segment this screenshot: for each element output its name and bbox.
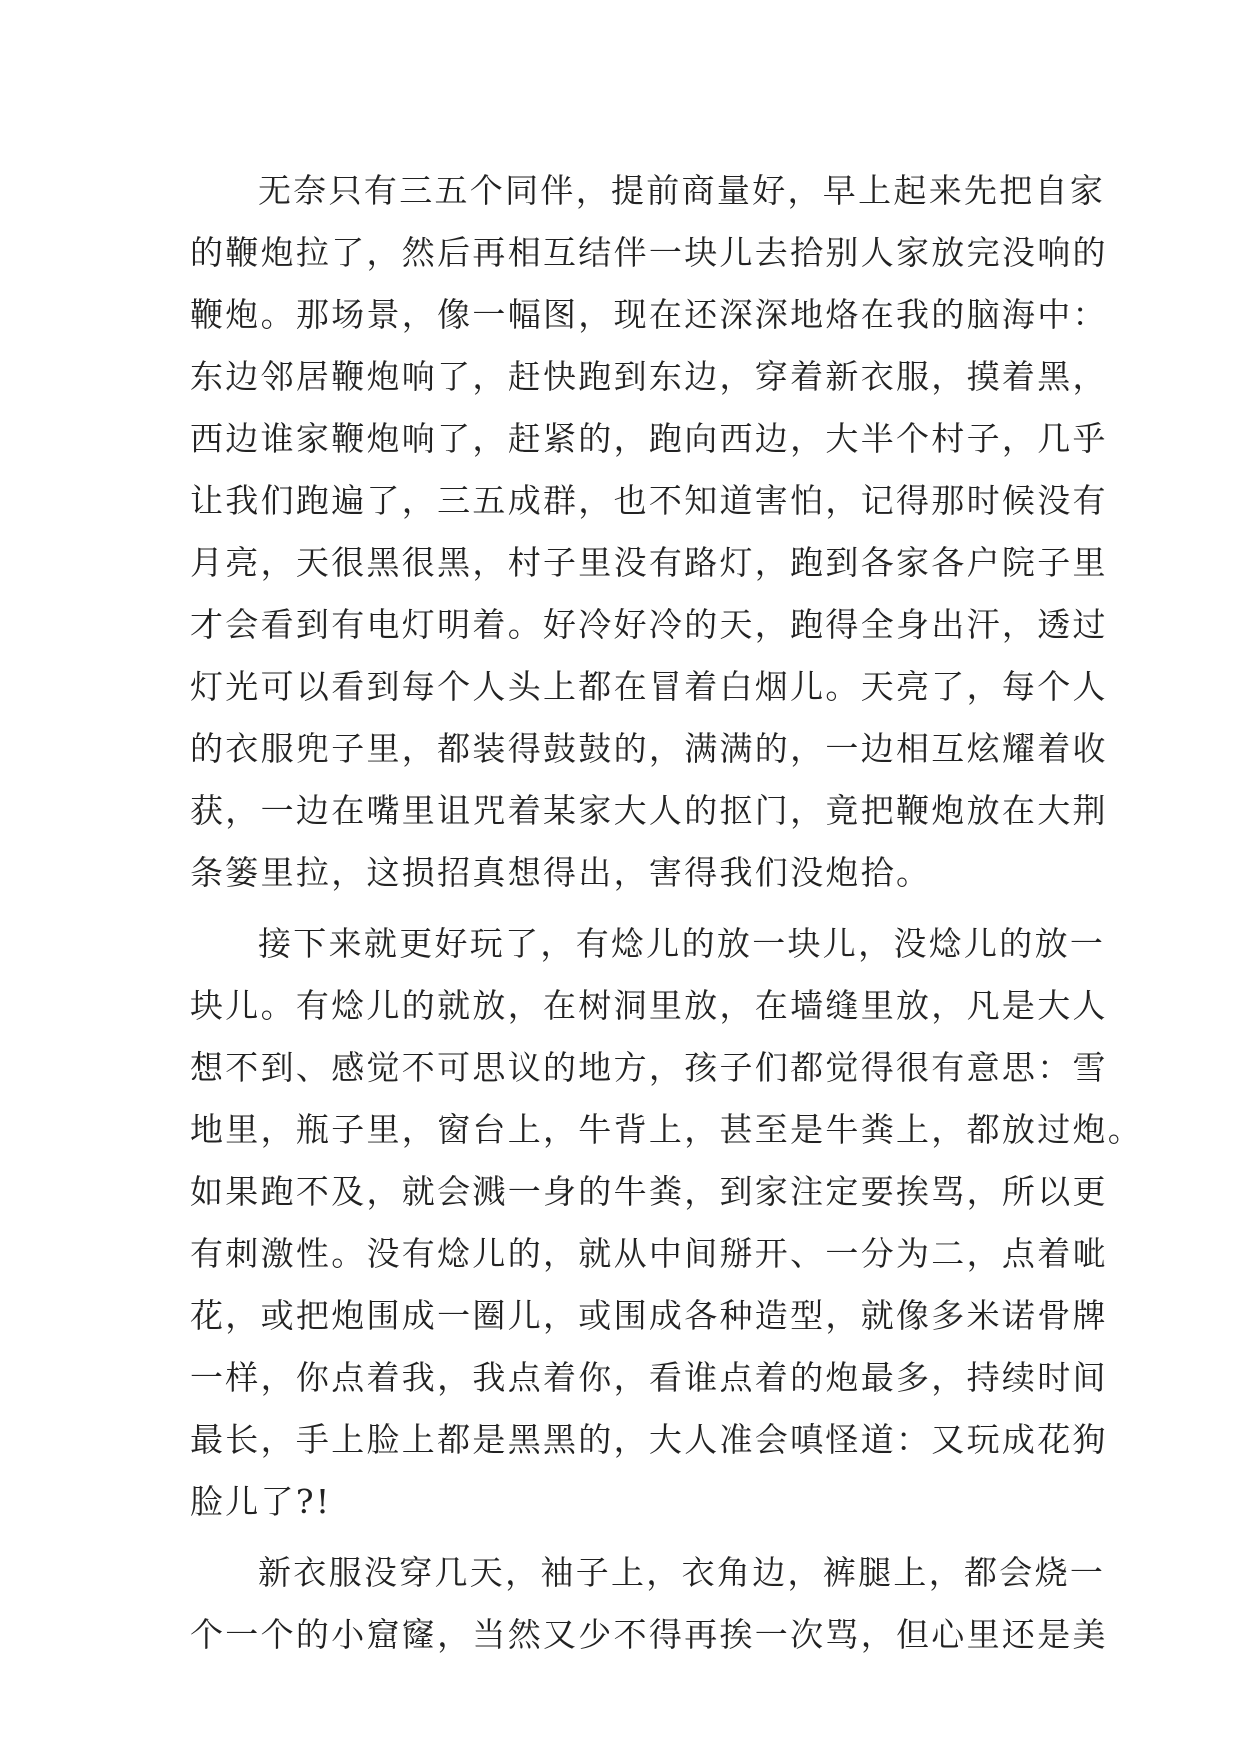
text-line: 最长，手上脸上都是黑黑的，大人准会嗔怪道：又玩成花狗 (190, 1420, 1108, 1459)
text-line: 鞭炮。那场景，像一幅图，现在还深深地烙在我的脑海中： (190, 295, 1108, 334)
text-line: 地里，瓶子里，窗台上，牛背上，甚至是牛粪上，都放过炮。 (190, 1110, 1144, 1149)
text-line: 脸儿了?! (190, 1482, 332, 1521)
paragraph (190, 1542, 1108, 1666)
text-line: 的鞭炮拉了，然后再相互结伴一块儿去拾别人家放完没响的 (190, 233, 1108, 272)
text-line: 条篓里拉，这损招真想得出，害得我们没炮拾。 (190, 853, 932, 892)
text-line: 块儿。有焾儿的就放，在树洞里放，在墙缝里放，凡是大人 (190, 986, 1108, 1025)
text-line: 的衣服兜子里，都装得鼓鼓的，满满的，一边相互炫耀着收 (190, 729, 1108, 768)
text-line: 月亮，天很黑很黑，村子里没有路灯，跑到各家各户院子里 (190, 543, 1108, 582)
text-line: 有刺激性。没有焾儿的，就从中间掰开、一分为二，点着呲 (190, 1234, 1108, 1273)
body-text (190, 160, 1144, 1666)
text-line: 无奈只有三五个同伴，提前商量好，早上起来先把自家 (258, 171, 1106, 210)
text-line: 新衣服没穿几天，袖子上，衣角边，裤腿上，都会烧一 (258, 1553, 1106, 1592)
text-line: 接下来就更好玩了，有焾儿的放一块儿，没焾儿的放一 (258, 924, 1106, 963)
text-line: 如果跑不及，就会溅一身的牛粪，到家注定要挨骂，所以更 (190, 1172, 1108, 1211)
text-line: 个一个的小窟窿，当然又少不得再挨一次骂，但心里还是美 (190, 1615, 1108, 1654)
paragraph (190, 913, 1144, 1533)
text-line: 让我们跑遍了，三五成群，也不知道害怕，记得那时候没有 (190, 481, 1108, 520)
text-line: 想不到、感觉不可思议的地方，孩子们都觉得很有意思：雪 (190, 1048, 1108, 1087)
text-line: 灯光可以看到每个人头上都在冒着白烟儿。天亮了，每个人 (190, 667, 1108, 706)
text-line: 花，或把炮围成一圈儿，或围成各种造型，就像多米诺骨牌 (190, 1296, 1108, 1335)
paragraph (190, 160, 1108, 904)
text-line: 获，一边在嘴里诅咒着某家大人的抠门，竟把鞭炮放在大荆 (190, 791, 1108, 830)
text-line: 才会看到有电灯明着。好冷好冷的天，跑得全身出汗，透过 (190, 605, 1108, 644)
text-line: 东边邻居鞭炮响了，赶快跑到东边，穿着新衣服，摸着黑， (190, 357, 1108, 396)
text-line: 一样，你点着我，我点着你，看谁点着的炮最多，持续时间 (190, 1358, 1108, 1397)
text-line: 西边谁家鞭炮响了，赶紧的，跑向西边，大半个村子，几乎 (190, 419, 1108, 458)
